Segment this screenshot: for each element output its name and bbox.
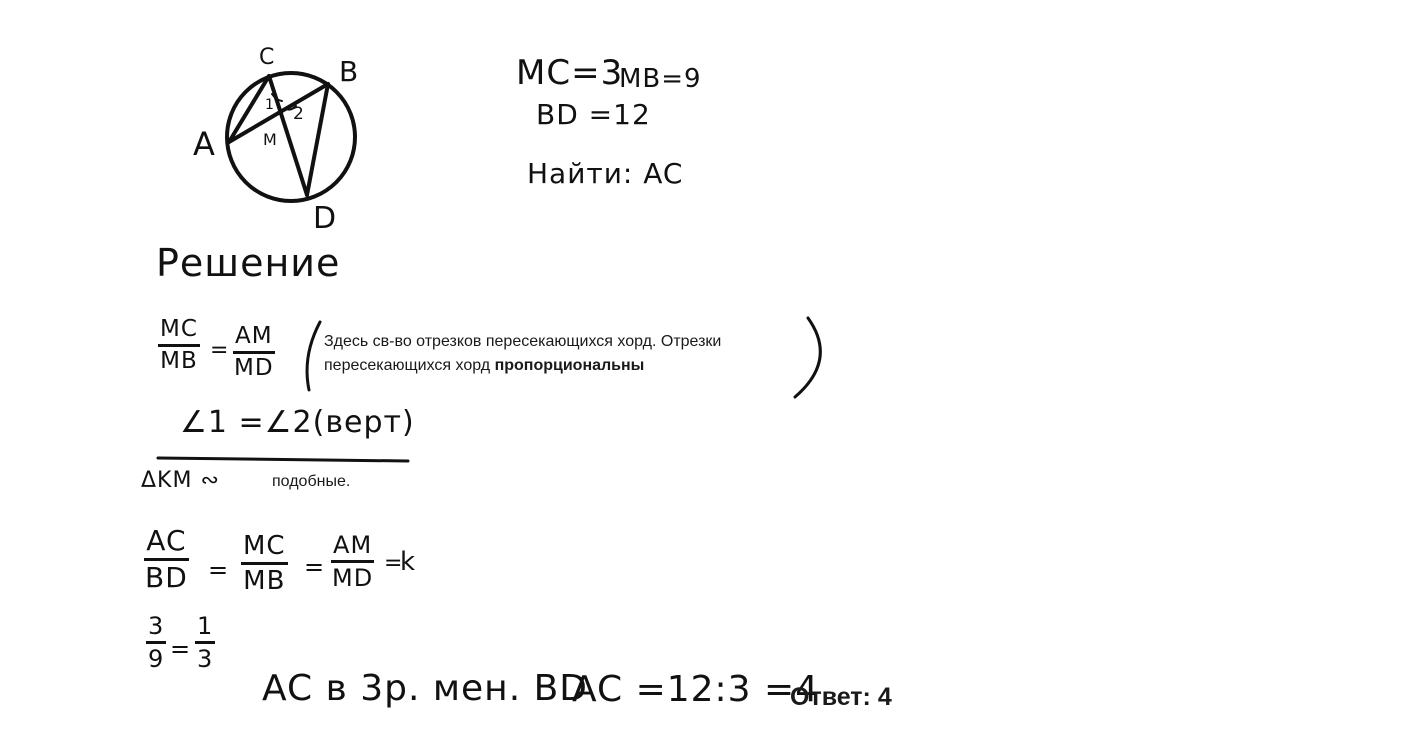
equals-sign: =: [384, 551, 404, 576]
conclusion-text: AC в 3р. мен. BD: [262, 668, 589, 709]
fraction-denominator: MD: [234, 355, 274, 381]
fraction-numerator: 1: [195, 614, 215, 644]
note-text-bold: пропорциональны: [494, 357, 645, 374]
note-text-plain: Здесь св-во отрезков пересекающихся хорд. Отрезки пересекающихся хорд: [324, 333, 722, 374]
fraction-denominator: BD: [145, 561, 188, 594]
fraction-numerator: AM: [331, 533, 374, 563]
given-bd: BD =12: [536, 98, 651, 131]
angle-label-2: 2: [293, 104, 305, 124]
fraction-numerator: 3: [146, 614, 166, 644]
solution-heading: Решение: [156, 241, 341, 285]
fraction-denominator: 9: [148, 645, 165, 673]
fraction-numerator: MC: [241, 533, 288, 565]
fraction-numerator: AC: [144, 527, 188, 561]
point-label-c: C: [259, 45, 276, 70]
point-label-m: M: [263, 130, 278, 149]
fraction-am-md: [232, 325, 276, 380]
circle: [227, 73, 355, 201]
computation-text: AC =12:3 =4: [572, 669, 820, 710]
point-label-b: B: [339, 55, 360, 88]
given-mb: MB=9: [619, 64, 702, 94]
point-label-a: A: [193, 125, 216, 163]
fraction-1-3: [195, 614, 215, 671]
similar-triangles: ΔKM ∾: [141, 468, 220, 493]
equals-sign: =: [210, 338, 230, 363]
fraction-mc-mb: [158, 318, 200, 373]
coefficient-k: k: [400, 547, 417, 577]
divider-rule: [158, 458, 408, 461]
fraction-am-md-2: [330, 533, 375, 590]
find-label: Найти: AC: [527, 157, 684, 190]
note-text: [324, 330, 799, 378]
fraction-denominator: MB: [243, 566, 286, 596]
equals-sign: =: [304, 553, 326, 581]
point-label-d: D: [313, 201, 338, 236]
fraction-denominator: 3: [197, 645, 214, 673]
fraction-denominator: MD: [332, 564, 374, 592]
equals-sign: =: [170, 635, 192, 663]
equals-sign: =: [208, 556, 230, 584]
answer-text: Ответ: 4: [790, 683, 892, 711]
angle-label-1: 1: [265, 97, 275, 113]
fraction-3-9: [146, 614, 166, 671]
fraction-mc-mb-2: [241, 533, 288, 594]
segment-bd: [307, 84, 328, 195]
similar-typed-text: подобные.: [272, 473, 351, 490]
fraction-denominator: MB: [160, 348, 198, 374]
note-left-paren: [307, 322, 320, 390]
fraction-numerator: AM: [233, 325, 275, 354]
fraction-ac-bd: [143, 524, 190, 594]
fraction-numerator: MC: [158, 318, 200, 347]
angle-equation: ∠1 =∠2(верт): [180, 405, 415, 440]
given-mc: MC=3: [516, 53, 624, 93]
